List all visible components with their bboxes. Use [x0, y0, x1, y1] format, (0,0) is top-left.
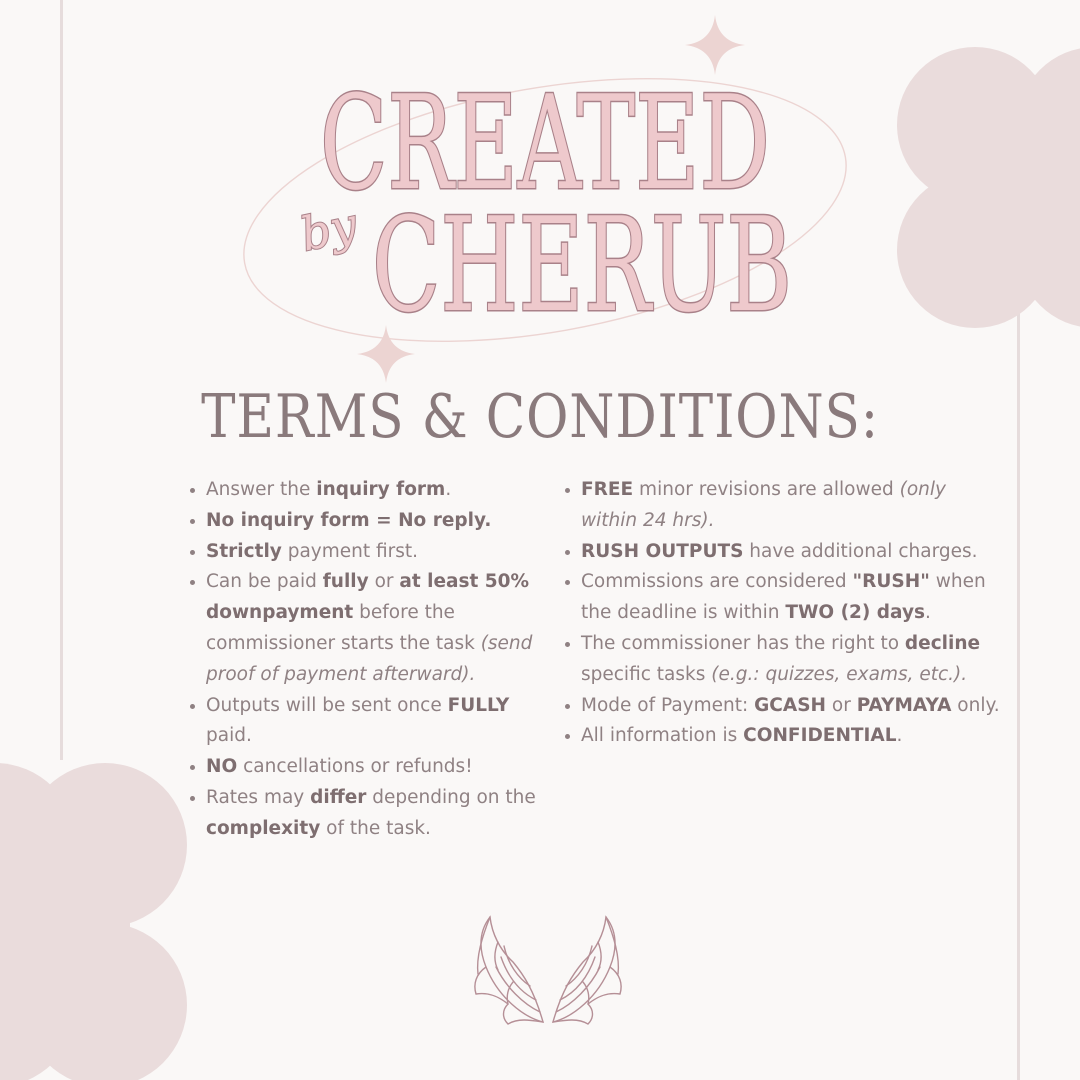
page-title: TERMS & CONDITIONS: [201, 382, 879, 452]
list-item: • Answer the inquiry form. [206, 475, 546, 506]
created-by-cherub-logo [240, 20, 840, 365]
angel-wings-icon [468, 912, 628, 1032]
bottom-left-blob [0, 763, 187, 1080]
top-sparkle-icon [685, 15, 745, 75]
list-item: • All information is CONFIDENTIAL. [581, 721, 1001, 752]
list-item: • Commissions are considered "RUSH" when the deadline is within TWO (2) days. [581, 567, 1001, 629]
logo-title-created: CREATED [320, 67, 770, 219]
top-right-blob [897, 47, 1080, 328]
list-item: • NO cancellations or refunds! [206, 752, 546, 783]
list-item: • Mode of Payment: GCASH or PAYMAYA only. [581, 691, 1001, 722]
logo-title-cherub: CHERUB [372, 189, 792, 341]
list-item: • The commissioner has the right to decline specific tasks (e.g.: quizzes, exams, etc.). [581, 629, 1001, 691]
list-item: • Outputs will be sent once FULLY paid. [206, 691, 546, 753]
terms-list-right [555, 475, 1001, 752]
list-item: • Can be paid fully or at least 50% downpayment before the commissioner starts the task (send proof of payment afterward). [206, 567, 546, 690]
terms-list-left [180, 475, 546, 845]
list-item: • No inquiry form = No reply. [206, 506, 546, 537]
list-item: • FREE minor revisions are allowed (only within 24 hrs). [581, 475, 1001, 537]
list-item: • Rates may differ depending on the complexity of the task. [206, 783, 546, 845]
logo-title-by: by [295, 197, 362, 262]
list-item: • RUSH OUTPUTS have additional charges. [581, 537, 1001, 568]
list-item: • Strictly payment first. [206, 537, 546, 568]
